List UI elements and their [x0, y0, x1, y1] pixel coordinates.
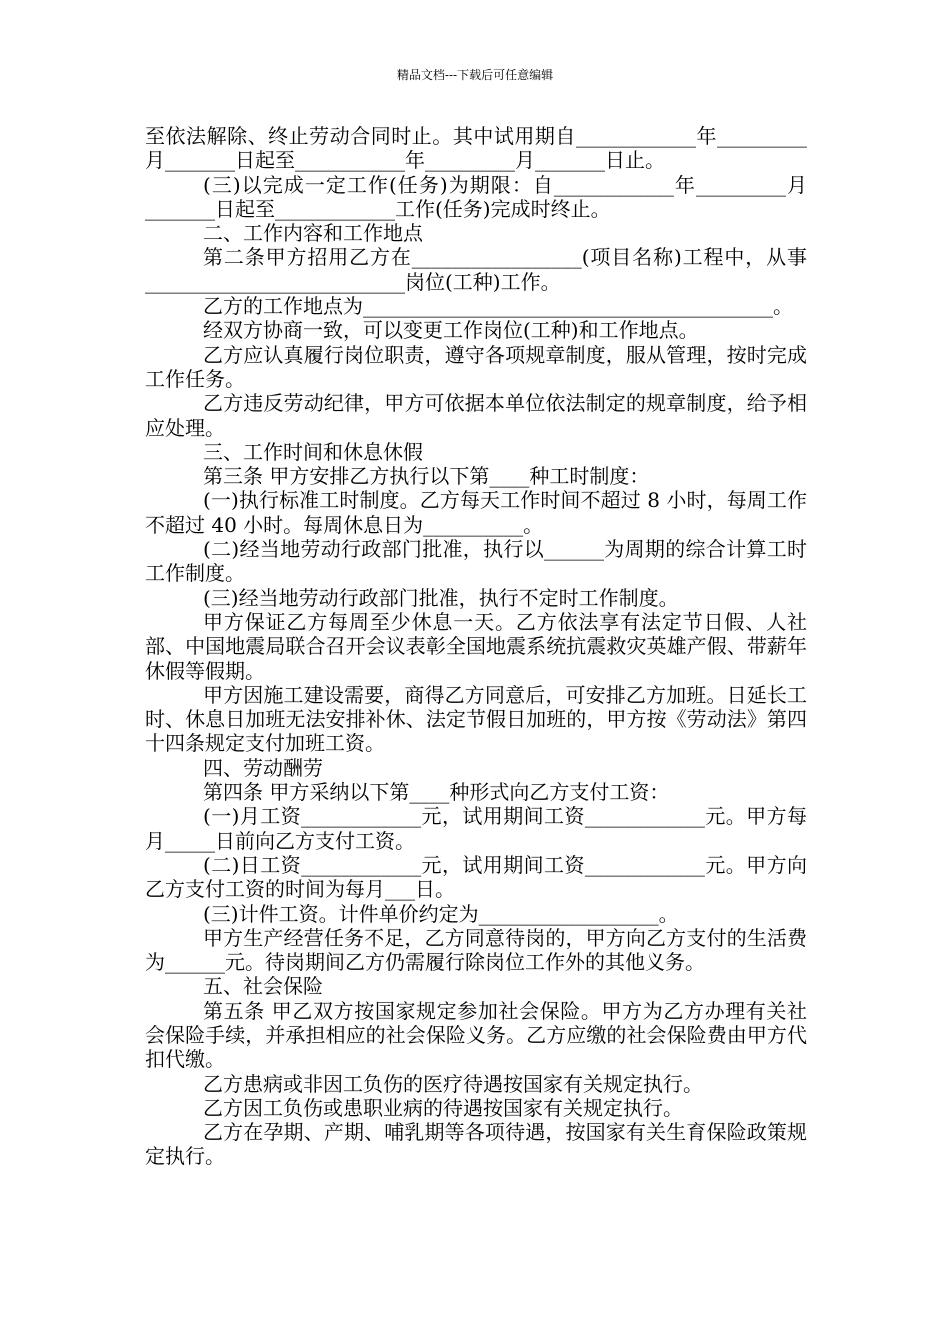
paragraph: 第五条 甲乙双方按国家规定参加社会保险。甲方为乙方办理有关社会保险手续，并承担相应的社会保险义务。乙方应缴的社会保险费由甲方代扣代缴。: [145, 998, 807, 1072]
page-header: 精品文档---下载后可任意编辑: [396, 68, 554, 82]
paragraph: (一)执行标准工时制度。乙方每天工作时间不超过 8 小时，每周工作不超过 40 小时。每周休息日为__________。: [145, 488, 807, 537]
paragraph: 至依法解除、终止劳动合同时止。其中试用期自____________年_________月_______日起至___________年_________月_______日止。: [145, 124, 807, 173]
section-heading: 二、工作内容和工作地点: [203, 221, 423, 246]
section-heading: 三、工作时间和休息休假: [203, 439, 423, 464]
paragraph: 第二条甲方招用乙方在_________________(项目名称)工程中，从事__________________________岗位(工种)工作。: [145, 245, 807, 294]
paragraph: (一)月工资____________元，试用期间工资____________元。甲方每月_____日前向乙方支付工资。: [145, 804, 807, 853]
paragraph: 乙方患病或非因工负伤的医疗待遇按国家有关规定执行。: [203, 1071, 703, 1096]
paragraph: 经双方协商一致，可以变更工作岗位(工种)和工作地点。: [203, 318, 699, 343]
paragraph: 乙方因工负伤或患职业病的待遇按国家有关规定执行。: [203, 1095, 683, 1120]
paragraph: (三)以完成一定工作(任务)为期限：自____________年_________月_______日起至____________工作(任务)完成时终止。: [145, 172, 807, 221]
paragraph: 乙方的工作地点为_________________________________________。: [203, 294, 793, 319]
paragraph: (二)日工资____________元，试用期间工资____________元。甲方向乙方支付工资的时间为每月___日。: [145, 852, 807, 902]
section-heading: 五、社会保险: [203, 974, 323, 999]
paragraph: 乙方违反劳动纪律，甲方可依据本单位依法制定的规章制度，给予相应处理。: [145, 391, 807, 440]
paragraph: 甲方生产经营任务不足，乙方同意待岗的，甲方向乙方支付的生活费为______元。待岗期间乙方仍需履行除岗位工作外的其他义务。: [145, 925, 807, 975]
paragraph: (三)计件工资。计件单价约定为__________________。: [203, 901, 679, 926]
section-heading: 四、劳动酬劳: [203, 755, 323, 780]
paragraph: (三)经当地劳动行政部门批准，执行不定时工作制度。: [203, 585, 679, 610]
paragraph: 乙方应认真履行岗位职责，遵守各项规章制度，服从管理，按时完成工作任务。: [145, 342, 807, 391]
document-body: [145, 124, 807, 1169]
paragraph: 第三条 甲方安排乙方执行以下第____种工时制度：: [203, 464, 650, 489]
paragraph: (二)经当地劳动行政部门批准，执行以______为周期的综合计算工时工作制度。: [145, 537, 807, 586]
paragraph: 甲方保证乙方每周至少休息一天。乙方依法享有法定节日假、人社部、中国地震局联合召开会议表彰全国地震系统抗震救灾英雄产假、带薪年休假等假期。: [145, 609, 807, 683]
paragraph: 甲方因施工建设需要，商得乙方同意后，可安排乙方加班。日延长工时、休息日加班无法安排补休、法定节假日加班的，甲方按《劳动法》第四十四条规定支付加班工资。: [145, 682, 807, 756]
paragraph: 乙方在孕期、产期、哺乳期等各项待遇，按国家有关生育保险政策规定执行。: [145, 1120, 807, 1169]
paragraph: 第四条 甲方采纳以下第____种形式向乙方支付工资：: [203, 780, 670, 805]
